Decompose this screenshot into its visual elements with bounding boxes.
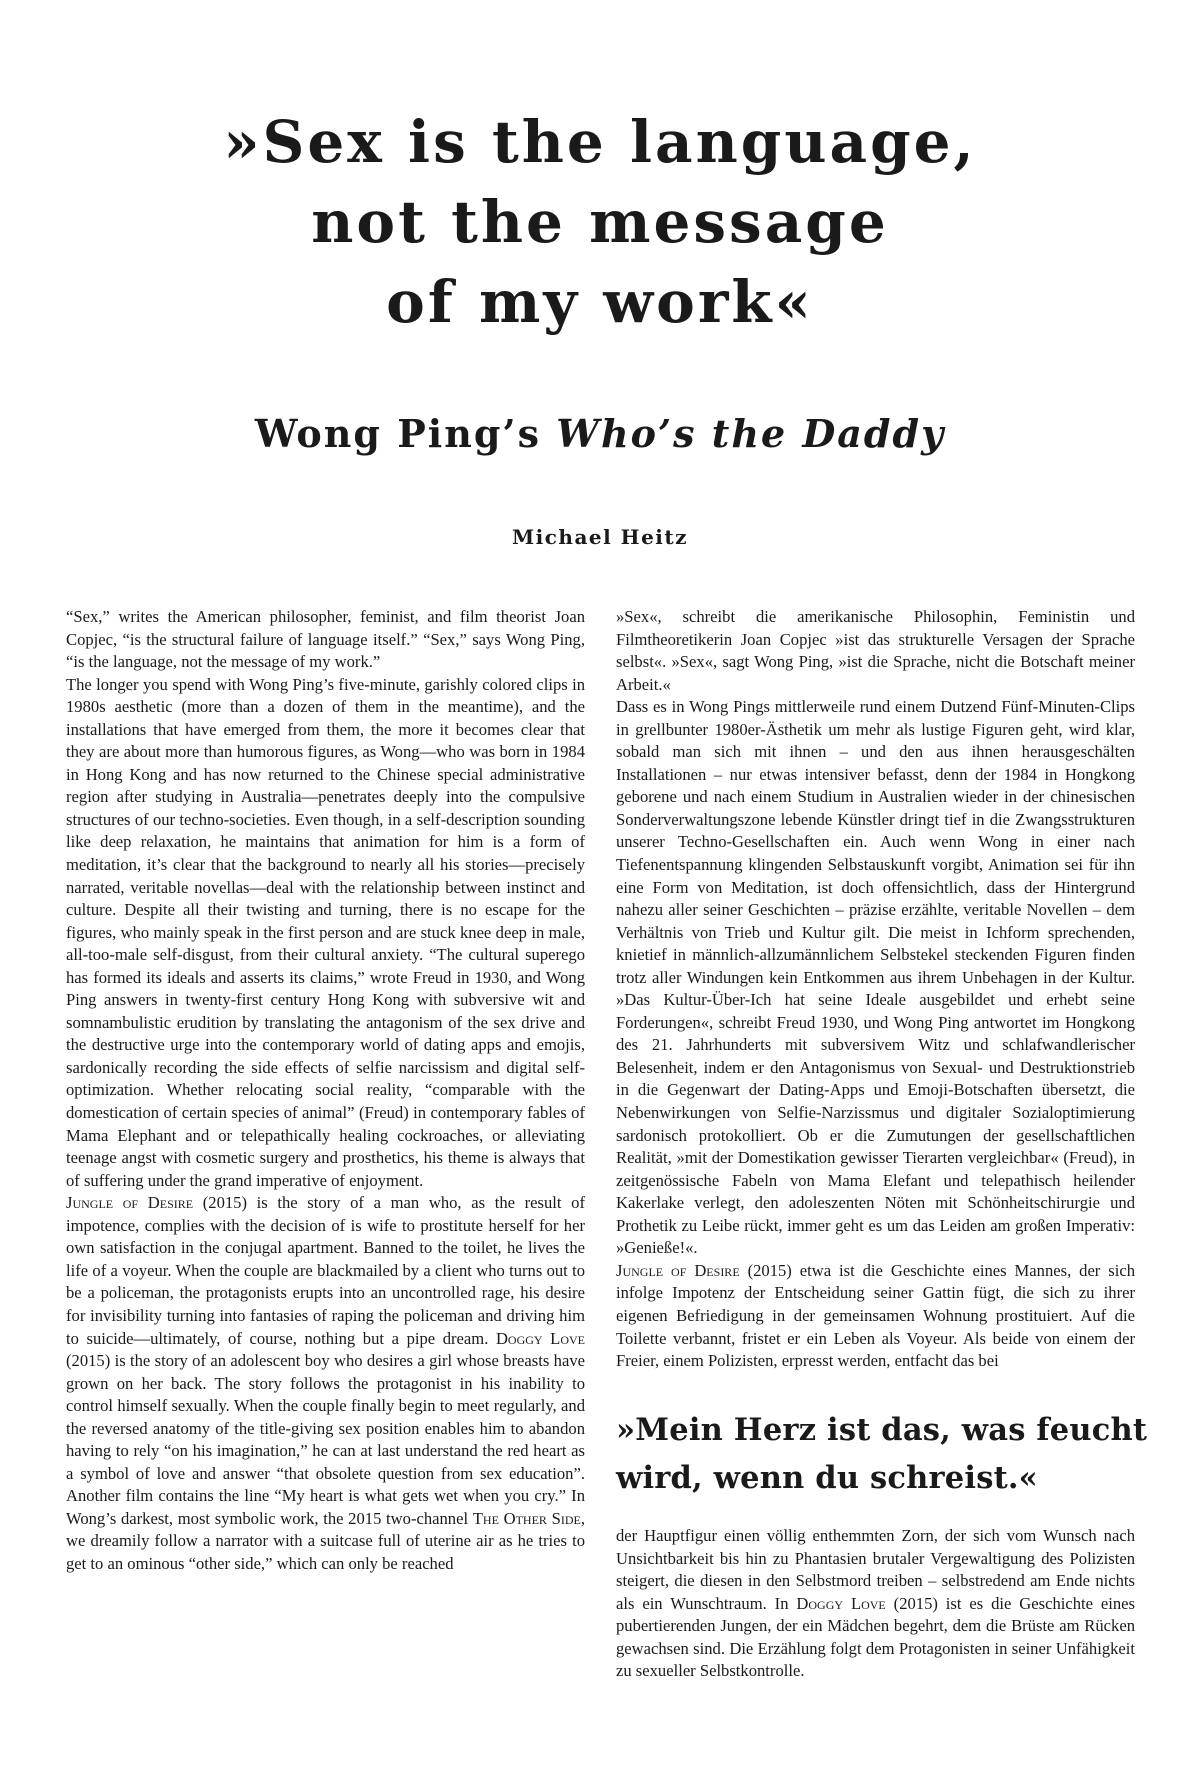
german-paragraph-2: Dass es in Wong Pings mittlerweile rund einem Dutzend Fünf-Minuten-Clips in grellbunter 1980er-Ästhetik um mehr als lustige Figuren geht, wird klar, sobald man sich mit ihnen – und den aus ihnen herausgeschälten Installationen – nur etwas intensiver befasst, denn der 1984 in Hongkong geborene und nach einem Studium in Australien wieder in der chinesischen Sonderverwaltungszone lebende Künstler dringt tief in die Zwangsstrukturen unserer Techno-Gesellschaften ein. Auch wenn Wong in einer nach Tiefenentspannung klingenden Selbstauskunft vorgibt, Animation sei für ihn eine Form von Meditation, ist doch offensichtlich, dass der Hintergrund nahezu aller seiner Geschichten – präzise erzählte, veritable Novellen – dem Verhältnis von Trieb und Kultur gilt. Die meist in Ichform sprechenden, knietief in männlich-allzumännlichem Selbstekel steckenden Figuren finden trotz aller Windungen kein Entkommen aus ihrem Unbehagen in der Kultur. »Das Kultur-Über-Ich hat seine Ideale ausgebildet und erhebt seine Forderungen«, schreibt Freud 1930, und Wong Ping antwortet im Hongkong des 21. Jahrhunderts mit subversivem Witz und schlafwandlerischer Belesenheit, indem er den Antagonismus von Sexual- und Destruktionstrieb in die Gegenwart der Dating-Apps und Emoji-Botschaften übersetzt, die Nebenwirkungen von Selfie-Narzissmus und digitaler Sozialoptimierung sardonisch protokolliert. Ob er die Zumutungen der gesellschaftlichen Realität, »mit der Domestikation gewisser Tierarten vergleichbar« (Freud), in zeitgenössische Fabeln von Mama Elefant und telepathisch heilender Kakerlake verlegt, den adoleszenten Nöten mit Schönheitschirurgie und Prothetik zu Leibe rückt, immer geht es um das Leiden am großen Imperativ: »Genieße!«.: [616, 697, 1135, 1258]
pull-quote: »Mein Herz ist das, was feucht wird, wenn du schreist.«: [616, 1412, 1148, 1496]
german-paragraph-3: [616, 1260, 1135, 1373]
german-paragraph-4: [616, 1525, 1135, 1683]
article-subtitle: [0, 410, 1200, 458]
title-line-2: not the message: [311, 188, 889, 256]
german-column: [616, 606, 1135, 1373]
english-paragraph-3-text-b: (2015) is the story of an adolescent boy who desires a girl whose breasts have grown on her back. The story follows the protagonist in his inability to control himself sexually. When the couple finally begin to meet regularly, and the reversed anatomy of the title-giving sex position enables him to abandon having to rely “on his imagination,” he can at last understand the red heart as a symbol of love and answer “that obsolete question from sex education”. Another film contains the line “My heart is what gets wet when you cry.” In Wong’s darkest, most symbolic work, the 2015 two-channel: [66, 1351, 585, 1528]
german-paragraph-1: »Sex«, schreibt die amerikanische Philosophin, Feministin und Filmtheoretikerin Joan Copjec »ist das strukturelle Versagen der Sprache selbst«. »Sex«, sagt Wong Ping, »ist die Sprache, nicht die Botschaft meiner Arbeit.«: [616, 607, 1135, 694]
work-title-doggy-love-de: Doggy Love: [796, 1593, 886, 1613]
english-paragraph-3-text-c: , we dreamily follow a narrator with a suitcase full of uterine air as he tries to get to an ominous “other side,” which can only be reached: [66, 1508, 585, 1573]
work-title-doggy-love: Doggy Love: [495, 1328, 585, 1348]
title-line-3: of my work«: [386, 268, 814, 336]
author-byline: Michael Heitz: [511, 525, 688, 549]
subtitle-prefix: Wong Ping’s: [254, 411, 557, 456]
english-column: [66, 606, 585, 1576]
work-title-jungle-of-desire: Jungle of Desire: [66, 1193, 194, 1213]
subtitle-work-title: Who’s the Daddy: [556, 411, 946, 456]
english-paragraph-3-text-a: (2015) is the story of a man who, as the result of impotence, complies with the decision of is wife to prostitute herself for her own satisfaction in the conjugal apartment. Banned to the toilet, he lives the life of a voyeur. When the couple are blackmailed by a client who turns out to be a policeman, the protagonists erupts into an uncontrolled rage, his desire for invisibility turning into fantasies of raping the policeman and driving him to suicide—ultimately, of course, nothing but a pipe dream.: [66, 1193, 585, 1348]
article-title: [0, 102, 1200, 342]
english-paragraph-1: “Sex,” writes the American philosopher, feminist, and film theorist Joan Copjec, “is the structural failure of language itself.” “Sex,” says Wong Ping, “is the language, not the message of my work.”: [66, 607, 585, 672]
german-paragraph-4-text-b: (2015) ist es die Geschichte eines pubertierenden Jungen, der ein Mädchen begehrt, dem die Brüste am Rücken gewachsen sind. Die Erzählung folgt dem Protagonisten in seiner Unfähigkeit zu sexueller Selbstkontrolle.: [616, 1593, 1135, 1681]
german-paragraph-3-text: (2015) etwa ist die Geschichte eines Mannes, der sich infolge Impotenz der Entscheidung seiner Gattin fügt, die sich zu ihrer eigenen Befriedigung in der gemeinsamen Wohnung prostituiert. Auf die Toilette verbannt, fristet er ein Leben als Voyeur. Als beide von einem der Freier, einem Polizisten, erpresst werden, entfacht das bei: [616, 1260, 1136, 1371]
work-title-the-other-side: The Other Side: [472, 1508, 581, 1528]
german-column-continued: [616, 1525, 1135, 1683]
english-paragraph-2: The longer you spend with Wong Ping’s five-minute, garishly colored clips in 1980s aesthetic (more than a dozen of them in the meantime), and the installations that have emerged from them, the more it becomes clear that they are about more than humorous figures, as Wong—who was born in 1984 in Hong Kong and has now returned to the Chinese special administrative region after studying in Australia—penetrates deeply into the compulsive structures of our techno-societies. Even though, in a self-description sounding like deep relaxation, he maintains that animation for him is a form of meditation, it’s clear that the background to nearly all his stories—precisely narrated, veritable novellas—deal with the relationship between instinct and culture. Despite all their twisting and turning, there is no escape for the figures, who mainly speak in the first person and are stuck knee deep in male, all-too-male self-disgust, from their cultural anxiety. “The cultural superego has formed its ideals and asserts its claims,” wrote Freud in 1930, and Wong Ping answers in twenty-first century Hong Kong with subversive wit and somnambulistic erudition by translating the antagonism of the sex drive and the destructive urge into the contemporary world of dating apps and emojis, sardonically recording the side effects of selfie narcissism and digital self-optimization. Whether relocating social reality, “comparable with the domestication of certain species of animal” (Freud) in contemporary fables of Mama Elephant and or telepathically healing cockroaches, or alleviating teenage angst with cosmetic surgery and prosthetics, his theme is always that of suffering under the grand imperative of enjoyment.: [66, 674, 585, 1190]
english-paragraph-3: [66, 1192, 585, 1575]
german-paragraph-4-text-a: der Hauptfigur einen völlig enthemmten Zorn, der sich vom Wunsch nach Unsichtbarkeit bis hin zu Phantasien brutaler Vergewaltigung des Polizisten steigert, die diesen in den Selbstmord treiben – selbstredend am Ende nichts als ein Wunschtraum. In: [616, 1526, 1135, 1613]
title-line-1: »Sex is the language,: [223, 108, 977, 176]
work-title-jungle-of-desire-de: Jungle of Desire: [616, 1260, 740, 1280]
